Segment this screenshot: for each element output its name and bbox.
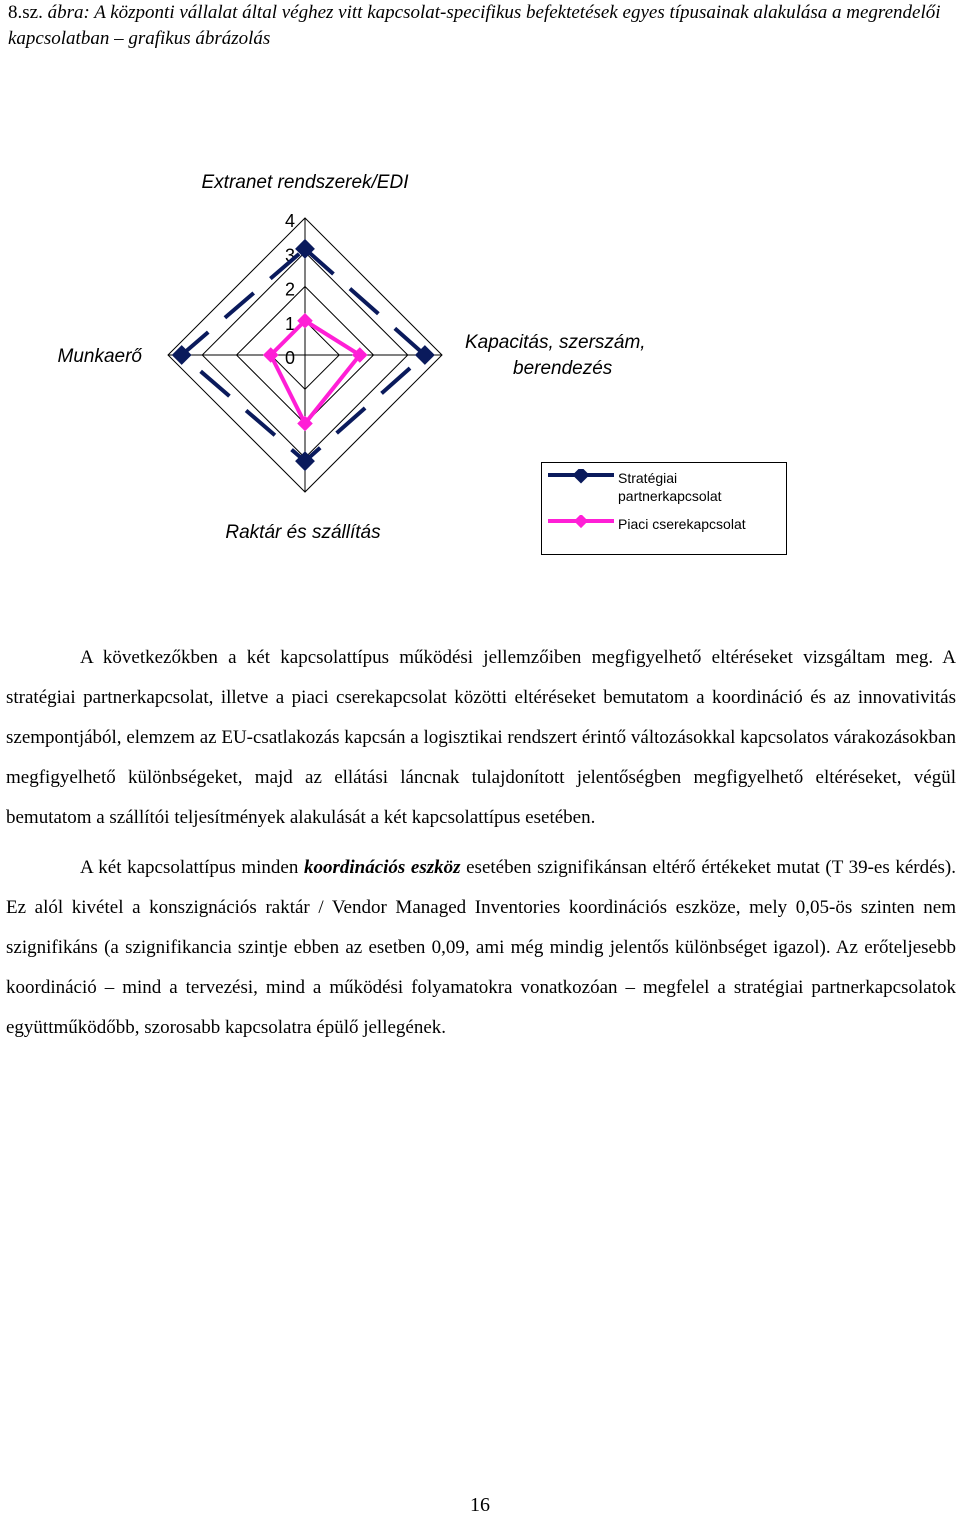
- tick-label: 1: [285, 313, 296, 334]
- tick-label: 3: [285, 245, 296, 266]
- tick-label: 2: [285, 279, 296, 300]
- legend-item-market: [548, 515, 778, 535]
- chart-legend: [541, 462, 787, 555]
- axis-label: Kapacitás, szerszám, berendezés: [465, 332, 646, 379]
- figure-number: 8.sz.: [8, 2, 43, 23]
- page-number: 16: [470, 1494, 490, 1516]
- tick-label: 0: [285, 348, 296, 368]
- paragraph: [6, 848, 956, 1048]
- legend-label-market: Piaci cserekapcsolat: [618, 516, 746, 532]
- emphasized-text: koordinációs eszköz: [303, 857, 461, 878]
- legend-swatch-strategic: [548, 469, 614, 489]
- legend-item-strategic: [548, 469, 778, 505]
- series-line: [271, 321, 360, 424]
- axis-label: Raktár és szállítás: [225, 522, 381, 543]
- paragraph-text: A két kapcsolattípus minden: [80, 857, 304, 878]
- paragraph-text: A következőkben a két kapcsolattípus működési jellemzőiben megfigyelhető eltéréseket vizsgáltam meg. A stratégiai partnerkapcsolat, illetve a piaci cserekapcsolat közötti eltéréseket bemutatom a koordináció és az innovativitás szempontjából, elemzem az EU-csatlakozás kapcsán a logisztikai rendszert érintő változásokkal kapcsolatos várakozásokban megfigyelhető különbségeket, majd az ellátási láncnak tulajdonított jelentőségben megfigyelhető eltéréseket, végül bemutatom a szállítói teljesítmények alakulását a két kapcsolattípus esetében.: [6, 647, 956, 828]
- legend-swatch-market: [548, 515, 614, 535]
- paragraph-text: esetében szignifikánsan eltérő értékeket mutat (T 39-es kérdés). Ez alól kivétel a konszignációs raktár / Vendor Managed Inventories koordinációs eszköze, mely 0,05-ös szinten nem szignifikáns (a szignifikancia szintje ebben az esetben 0,09, ami még mindig jelentős különbséget igazol). Az erőteljesebb koordináció – mind a tervezési, mind a működési folyamatokra vonatkozóan – megfelel a stratégiai partnerkapcsolatok együttműködőbb, szorosabb kapcsolatra épülő jellegének.: [6, 857, 957, 1038]
- tick-label: 4: [285, 211, 296, 231]
- paragraph: [6, 638, 956, 838]
- axis-label: Extranet rendszerek/EDI: [201, 172, 409, 193]
- figure-caption-text: ábra: A központi vállalat által véghez vitt kapcsolat-specifikus befektetések egyes típusainak alakulása a megrendelői kapcsolatban – grafikus ábrázolás: [8, 2, 941, 49]
- legend-label-strategic: Stratégiai partnerkapcsolat: [618, 470, 722, 504]
- radar-chart: [0, 160, 960, 620]
- figure-caption: [8, 0, 958, 52]
- body-text: [6, 638, 956, 1048]
- axis-label: Munkaerő: [57, 346, 142, 367]
